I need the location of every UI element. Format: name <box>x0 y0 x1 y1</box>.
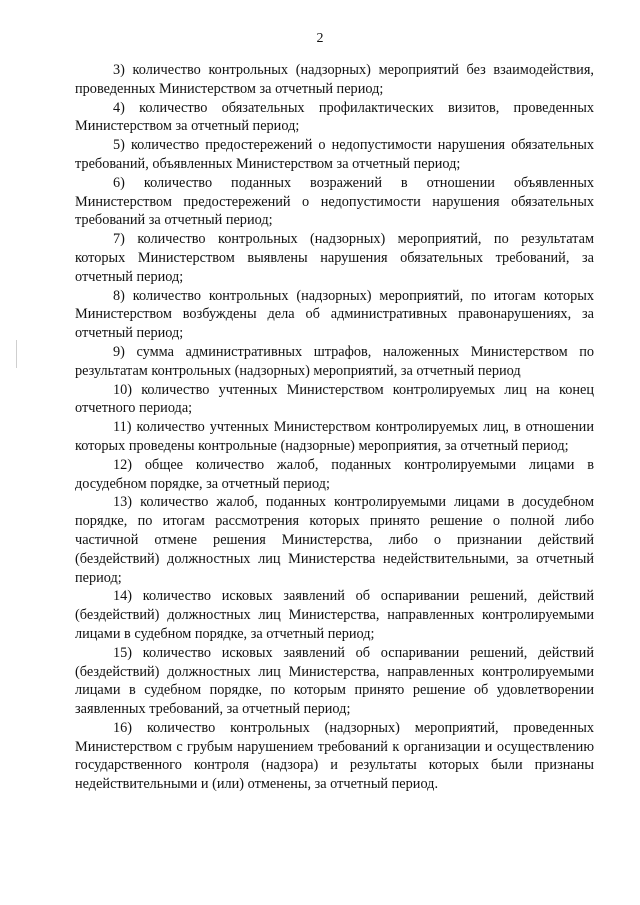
list-item-10: 10) количество учтенных Министерством контролируемых лиц на конец отчетного периода; <box>75 381 594 417</box>
list-item-12: 12) общее количество жалоб, поданных контролируемыми лицами в досудебном порядке, за отчетный период; <box>75 456 594 492</box>
list-item-9: 9) сумма административных штрафов, наложенных Министерством по результатам контрольных (надзорных) мероприятий, за отчетный период <box>75 343 594 379</box>
list-item-5: 5) количество предостережений о недопустимости нарушения обязательных требований, объявленных Министерством за отчетный период; <box>75 137 594 172</box>
page-number: 2 <box>316 31 324 46</box>
document-body <box>75 61 594 794</box>
list-item-3: 3) количество контрольных (надзорных) мероприятий без взаимодействия, проведенных Министерством за отчетный период; <box>75 62 594 97</box>
list-item-13: 13) количество жалоб, поданных контролируемыми лицами в досудебном порядке, по итогам рассмотрения которых принято решение о полной либо частичной отмене решения Министерства, либо о признании действий (бездействий) должностных лиц Министерства недействительными, за отчетный период; <box>75 494 594 586</box>
list-item-8: 8) количество контрольных (надзорных) мероприятий, по итогам которых Министерством возбуждены дела об административных правонарушениях, за отчетный период; <box>75 287 594 342</box>
list-item-16: 16) количество контрольных (надзорных) мероприятий, проведенных Министерством с грубым нарушением требований к организации и осуществлению государственного контроля (надзора) и результаты которых были признаны недействительными и (или) отменены, за отчетный период. <box>75 719 594 793</box>
list-item-4: 4) количество обязательных профилактических визитов, проведенных Министерством за отчетный период; <box>75 99 594 135</box>
list-item-6: 6) количество поданных возражений в отношении объявленных Министерством предостережений о недопустимости нарушения обязательных требований за отчетный период; <box>75 174 594 229</box>
list-item-7: 7) количество контрольных (надзорных) мероприятий, по результатам которых Министерством выявлены нарушения обязательных требований, за отчетный период; <box>75 231 594 285</box>
list-item-15: 15) количество исковых заявлений об оспаривании решений, действий (бездействий) должностных лиц Министерства, направленных контролируемыми лицами в судебном порядке, по которым принято решение об удовлетворении заявленных требований, за отчетный период; <box>75 644 594 718</box>
list-item-14: 14) количество исковых заявлений об оспаривании решений, действий (бездействий) должностных лиц Министерства, направленных контролируемыми лицами в судебном порядке, за отчетный период; <box>75 588 594 642</box>
list-item-11: 11) количество учтенных Министерством контролируемых лиц, в отношении которых проведены контрольные (надзорные) мероприятия, за отчетный период; <box>75 419 594 454</box>
scan-edge-mark <box>16 340 17 368</box>
